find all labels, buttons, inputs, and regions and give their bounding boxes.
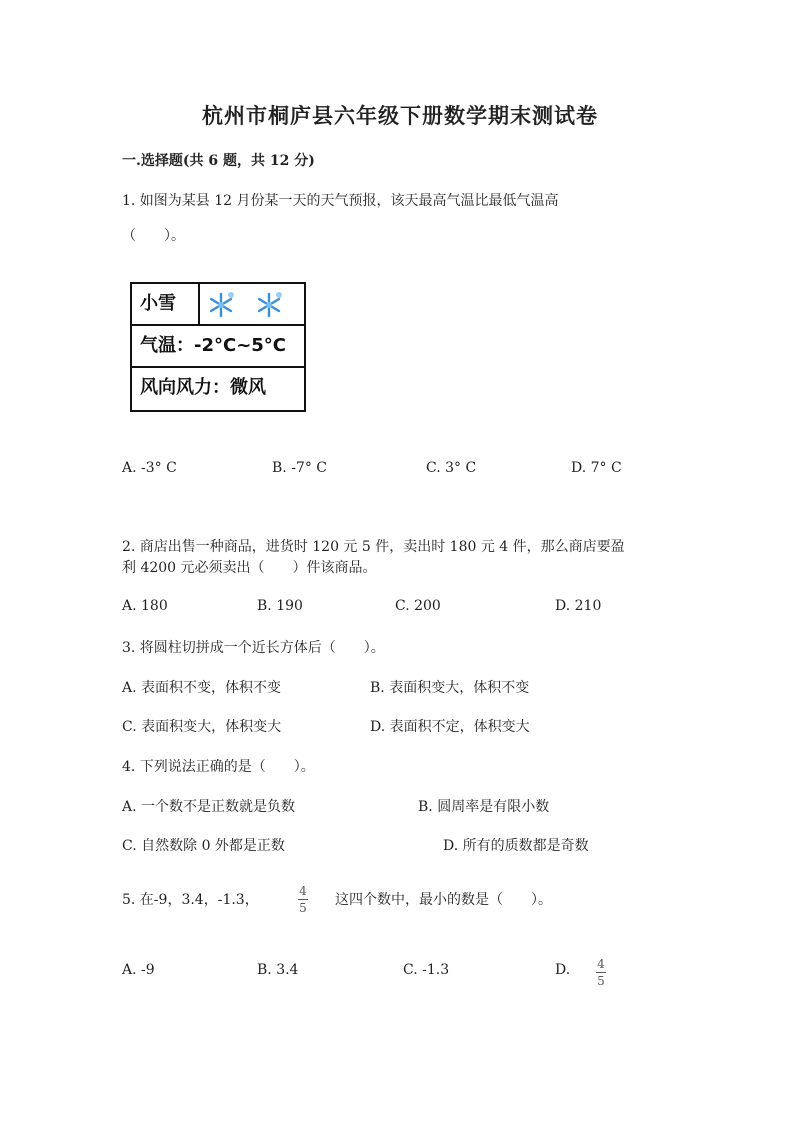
question-5-text-a: 5. 在-9，3.4，-1.3， (122, 892, 259, 908)
question-5-text-b: 这四个数中，最小的数是（ ）。 (335, 892, 552, 908)
q5-option-d-fraction (596, 956, 606, 987)
q5-option-d: D. (555, 962, 571, 978)
q3-option-b: B. 表面积变大，体积不变 (370, 680, 530, 696)
q3-option-a: A. 表面积不变，体积不变 (122, 680, 282, 696)
q1-option-c: C. 3° C (426, 460, 477, 476)
fraction-numerator: 4 (597, 957, 605, 971)
weather-row-snow (132, 284, 304, 326)
snowflake-icon (254, 290, 284, 320)
q4-option-b: B. 圆周率是有限小数 (418, 799, 550, 815)
fraction-numerator: 4 (299, 884, 307, 898)
question-1-text-line1: 1. 如图为某县 12 月份某一天的天气预报，该天最高气温比最低气温高 (122, 193, 559, 209)
q4-option-a: A. 一个数不是正数就是负数 (122, 799, 296, 815)
question-3-text: 3. 将圆柱切拼成一个近长方体后（ ）。 (122, 640, 385, 656)
q1-option-b: B. -7° C (272, 460, 327, 476)
q2-option-b: B. 190 (257, 598, 303, 614)
weather-snow-label: 小雪 (140, 293, 176, 314)
q4-option-c: C. 自然数除 0 外都是正数 (122, 838, 285, 854)
q3-option-d: D. 表面积不定，体积变大 (370, 719, 530, 735)
q3-option-c: C. 表面积变大，体积变大 (122, 719, 282, 735)
q5-option-c: C. -1.3 (403, 962, 450, 978)
q1-option-d: D. 7° C (571, 460, 622, 476)
q4-option-d: D. 所有的质数都是奇数 (443, 838, 589, 854)
q5-option-b: B. 3.4 (257, 962, 299, 978)
question-5-fraction (298, 883, 308, 914)
q1-option-a: A. -3° C (122, 460, 177, 476)
section-heading: 一.选择题(共 6 题，共 12 分) (122, 153, 315, 169)
snowflake-icon (206, 290, 236, 320)
fraction-denominator: 5 (597, 974, 605, 988)
q2-option-c: C. 200 (395, 598, 441, 614)
weather-forecast-image (130, 282, 306, 412)
fraction-denominator: 5 (299, 901, 307, 915)
question-2-text-line2: 利 4200 元必须卖出（ ）件该商品。 (122, 560, 377, 576)
weather-row-temperature (132, 326, 304, 368)
question-4-text: 4. 下列说法正确的是（ ）。 (122, 759, 315, 775)
q2-option-a: A. 180 (122, 598, 168, 614)
weather-wind-text: 风向风力：微风 (140, 377, 266, 398)
page-title: 杭州市桐庐县六年级下册数学期末测试卷 (202, 103, 598, 128)
question-2-text-line1: 2. 商店出售一种商品，进货时 120 元 5 件，卖出时 180 元 4 件，那么商店要盈 (122, 539, 625, 555)
q2-option-d: D. 210 (555, 598, 602, 614)
weather-temperature-text: 气温：-2°C~5°C (140, 335, 287, 356)
question-1-text-line2: （ ）。 (122, 228, 185, 244)
weather-row-wind (132, 368, 304, 410)
q5-option-a: A. -9 (122, 962, 155, 978)
